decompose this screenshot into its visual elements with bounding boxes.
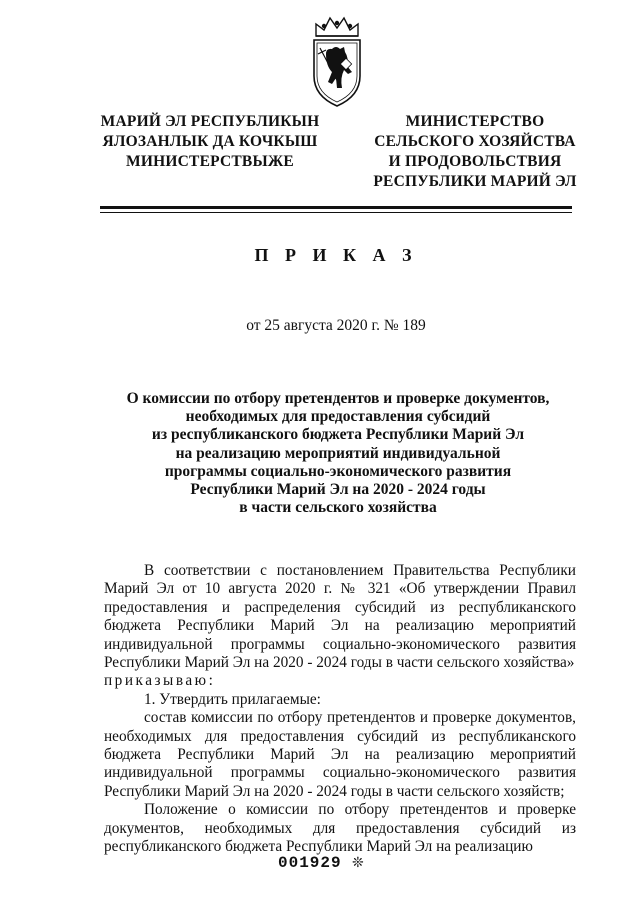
title-line: О комиссии по отбору претендентов и проверке документов, — [126, 390, 550, 407]
title-line: Республики Марий Эл на 2020 - 2024 годы — [190, 481, 486, 499]
coat-of-arms-emblem — [302, 14, 372, 112]
body-paragraph-item-1: 1. Утвердить прилагаемые: — [144, 690, 321, 708]
header-left-line: ЯЛОЗАНЛЫК ДА КОЧКЫШ — [102, 133, 318, 150]
document-serial-number: 001929 — [278, 854, 342, 872]
header-right-line: СЕЛЬСКОГО ХОЗЯЙСТВА — [374, 133, 576, 150]
body-paragraph-composition: состав комиссии по отбору претендентов и проверке документов, необходимых для предоставления субсидий из республиканского бюджета Республики Марий Эл на реализацию мероприятий индивидуальной программы социально-экономического развития Республики Марий Эл на 2020 - 2024 годы в части сельского хозяйств; — [104, 709, 576, 800]
document-type-heading: П Р И К А З — [254, 245, 418, 265]
title-line: программы социально-экономического развития — [164, 462, 512, 480]
header-ministry-name-mari — [92, 112, 328, 172]
document-date-number: от 25 августа 2020 г. № 189 — [246, 317, 426, 334]
header-right-line: И ПРОДОВОЛЬСТВИЯ — [388, 153, 562, 170]
title-line: на реализацию мероприятий индивидуальной — [175, 444, 501, 462]
title-line: из республиканского бюджета Республики Марий Эл — [151, 426, 525, 444]
body-paragraph-preamble: В соответствии с постановлением Правительства Республики Марий Эл от 10 августа 2020 г. № 321 «Об утверждении Правил предоставления и распределения субсидий из республиканского бюджета Республики Марий Эл на реализацию мероприятий индивидуальной программы социально-экономического развития Республики Марий Эл на 2020 - 2024 годы в части сельского хозяйства» — [104, 562, 576, 672]
title-line: в части сельского хозяйства — [239, 499, 437, 517]
document-body — [104, 562, 576, 857]
document-title — [110, 390, 566, 517]
footer-ornament-icon: ❊ — [352, 856, 364, 871]
body-paragraph-regulation: Положение о комиссии по отбору претендентов и проверке документов, необходимых для предоставления субсидий из республиканского бюджета Республики Марий Эл на реализацию — [104, 801, 576, 856]
header-right-line: МИНИСТЕРСТВО — [405, 113, 545, 130]
header-divider-thin — [100, 212, 572, 213]
header-left-line: МАРИЙ ЭЛ РЕСПУБЛИКЫН — [100, 113, 320, 130]
header-left-line: МИНИСТЕРСТВЫЖЕ — [126, 153, 294, 170]
title-line: необходимых для предоставления субсидий — [185, 408, 491, 426]
body-order-word: приказываю: — [104, 672, 216, 690]
header-divider-thick — [100, 206, 572, 209]
header-ministry-name-russian — [366, 112, 584, 192]
header-right-line: РЕСПУБЛИКИ МАРИЙ ЭЛ — [373, 173, 577, 190]
